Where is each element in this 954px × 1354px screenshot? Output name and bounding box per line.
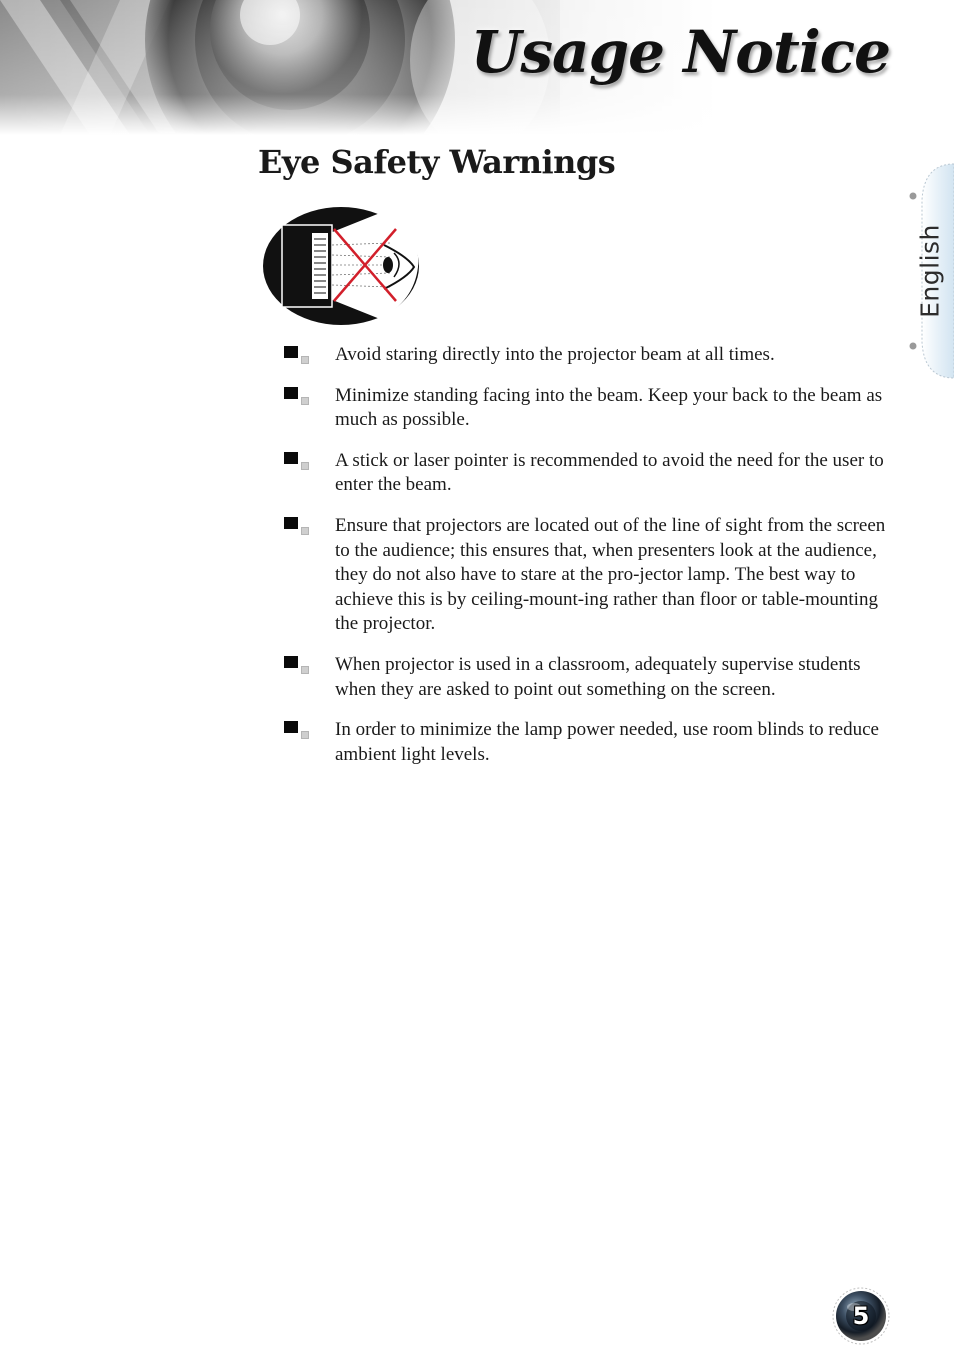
header-banner (0, 0, 954, 135)
projector-beam-eye-warning-icon (262, 205, 422, 327)
bullet-icon (283, 656, 313, 676)
bullet-icon (283, 387, 313, 407)
page-number-badge (832, 1287, 890, 1345)
list-item (283, 384, 903, 433)
warning-text: Minimize standing facing into the beam. Keep your back to the beam as much as possible. (335, 384, 883, 431)
page-number: 5 (852, 1302, 870, 1330)
bullet-icon (283, 721, 313, 741)
list-item (283, 653, 903, 702)
bullet-icon (283, 346, 313, 366)
bullet-icon (283, 517, 313, 537)
eye-safety-warning-list (283, 343, 903, 783)
language-label: English (915, 224, 945, 318)
page-title: Usage Notice (470, 18, 890, 86)
section-title: Eye Safety Warnings (258, 143, 616, 181)
warning-text: A stick or laser pointer is recommended to avoid the need for the user to enter the beam. (335, 449, 884, 496)
list-item (283, 514, 903, 637)
list-item (283, 449, 903, 498)
warning-text: In order to minimize the lamp power needed, use room blinds to reduce ambient light levels. (335, 719, 879, 765)
list-item (283, 718, 903, 767)
warning-text: Ensure that projectors are located out of the line of sight from the screen to the audience; this ensures that, when presenters look at the audience, they do not also have to stare at the pro-jector lamp. The best way to achieve this is by ceiling-mount-ing rather than floor or table-mounting the projector. (335, 514, 886, 635)
bullet-icon (283, 452, 313, 472)
warning-text: When projector is used in a classroom, adequately supervise students when they are asked to point out something on the screen. (335, 653, 861, 700)
language-tab (906, 160, 954, 382)
list-item (283, 343, 903, 368)
warning-text: Avoid staring directly into the projector beam at all times. (335, 344, 775, 365)
dot-icon (910, 193, 917, 200)
dot-icon (910, 343, 917, 350)
